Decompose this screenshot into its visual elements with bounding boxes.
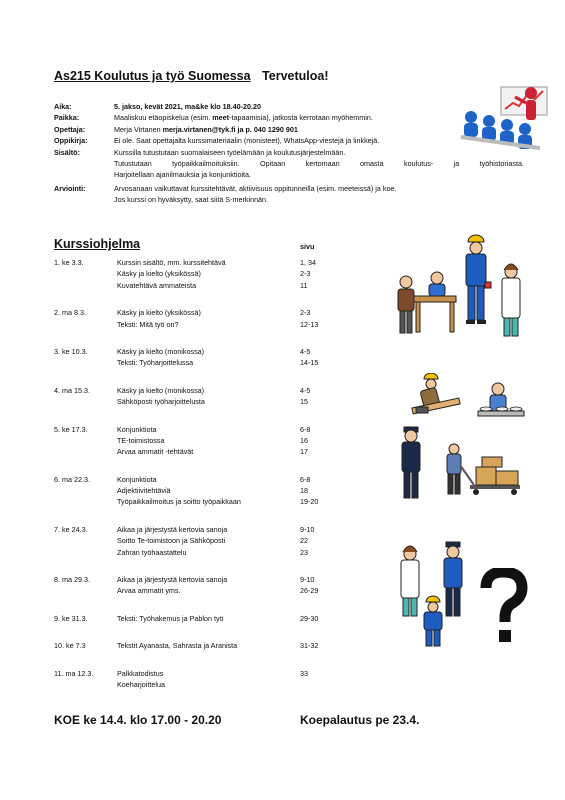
session-date: 2. ma 8.3. <box>54 308 86 318</box>
page-ref: 26-29 <box>300 586 319 596</box>
page-ref: 2-3 <box>300 308 311 318</box>
schedule-line <box>54 435 354 446</box>
info-label: Opettaja: <box>54 124 86 134</box>
schedule-line <box>54 668 354 679</box>
schedule-line <box>54 280 354 291</box>
info-label: Sisältö: <box>54 147 80 157</box>
session-topic: Sähköposti työharjoittelusta <box>117 397 205 407</box>
session-date: 6. ma 22.3. <box>54 474 90 484</box>
presentation-icon <box>459 83 553 153</box>
schedule-line <box>54 474 354 485</box>
info-label: Paikka: <box>54 113 80 123</box>
schedule-line <box>54 535 354 546</box>
schedule-line <box>54 547 354 558</box>
course-info <box>54 101 524 206</box>
page-ref: 33 <box>300 668 308 678</box>
schedule-line <box>54 496 354 507</box>
schedule-header <box>54 237 354 253</box>
office-workers-icon <box>394 234 534 340</box>
course-title: As215 Koulutus ja työ Suomessa <box>54 69 251 83</box>
page-ref: 12-13 <box>300 319 319 329</box>
session-topic: Konjunktiota <box>117 474 157 484</box>
session-date: 5. ke 17.3. <box>54 424 88 434</box>
page-ref: 15 <box>300 397 308 407</box>
schedule-line <box>54 385 354 396</box>
info-line: Arvosanaan vaikuttavat kurssitehtävät, aktiivisuus oppitunneilla (esim. meeteissä) ja koe. <box>114 183 397 193</box>
session-topic: Konjunktiota <box>117 424 157 434</box>
session-date: 1. ke 3.3. <box>54 258 84 267</box>
page-ref: 9-10 <box>300 575 315 585</box>
page-ref: 6-8 <box>300 424 311 434</box>
session-6 <box>54 474 354 508</box>
session-topic: Teksti: Mitä työ on? <box>117 319 179 329</box>
workers-icon <box>394 373 534 501</box>
session-5 <box>54 424 354 458</box>
page-ref: 4-5 <box>300 385 311 395</box>
schedule-line <box>54 396 354 407</box>
info-line: Jos kurssi on hyväksytty, saat siitä S-merkinnän. <box>114 195 269 205</box>
session-topic: Arvaa ammatit yms. <box>117 586 181 596</box>
session-topic: Aikaa ja järjestystä kertovia sanoja <box>117 524 228 534</box>
session-topic: Käsky ja kielto (yksikössä) <box>117 308 201 318</box>
session-date: 10. ke 7.3 <box>54 641 86 651</box>
text-bold: meet <box>212 113 230 123</box>
session-topic: Kurssin sisältö, mm. kurssitehtävä <box>117 258 226 267</box>
page-ref: 9-10 <box>300 524 315 534</box>
schedule-line <box>54 585 354 596</box>
teacher-name: Merja Virtanen <box>114 124 163 134</box>
schedule-line <box>54 268 354 279</box>
page-ref: 11 <box>300 280 308 290</box>
page-ref: 19-20 <box>300 497 319 507</box>
session-date: 11. ma 12.3. <box>54 668 94 678</box>
session-topic: TE-toimistossa <box>117 435 165 445</box>
session-topic: Zahran työhaastattelu <box>117 547 187 557</box>
page-ref: 1, 34 <box>300 258 316 267</box>
session-date: 4. ma 15.3. <box>54 385 90 395</box>
session-topic: Käsky ja kielto (monikossa) <box>117 346 205 356</box>
page-ref: 23 <box>300 547 308 557</box>
schedule-line <box>54 307 354 318</box>
session-date: 3. ke 10.3. <box>54 346 88 356</box>
session-4 <box>54 385 354 408</box>
session-topic: Teksti: Työhakemus ja Pablon työ <box>117 613 224 623</box>
schedule-line <box>54 485 354 496</box>
session-8 <box>54 574 354 597</box>
info-value: 5. jakso, kevät 2021, ma&ke klo 18.40-20.20 <box>114 102 262 111</box>
session-topic: Soitto Te-toimistoon ja Sähköposti <box>117 536 226 546</box>
session-date: 9. ke 31.3. <box>54 613 88 623</box>
schedule-line <box>54 679 354 690</box>
info-row-sisalto <box>54 147 524 181</box>
question-mark-icon <box>478 568 528 646</box>
info-row-aika <box>54 101 524 112</box>
schedule-line <box>54 640 354 651</box>
session-topic: Palkkatodistus <box>117 668 164 678</box>
info-line: Tutustutaan työpaikkailmoituksiin. Opitaan kertomaan omasta koulutus- ja työhistoriasta. <box>114 159 524 169</box>
exam-return-date: Koepalautus pe 23.4. <box>300 713 420 727</box>
page-ref: 18 <box>300 486 308 496</box>
welcome-text: Tervetuloa! <box>262 69 329 83</box>
session-topic: Koeharjoittelua <box>117 679 165 689</box>
schedule-line <box>54 257 354 268</box>
page-ref: 4-5 <box>300 346 311 356</box>
session-9 <box>54 613 354 624</box>
session-date: 7. ke 24.3. <box>54 524 88 534</box>
page-ref: 2-3 <box>300 269 311 279</box>
session-topic: Tekstit Ayanasta, Sahrasta ja Aranista <box>117 641 238 651</box>
session-11 <box>54 668 354 691</box>
info-label: Arviointi: <box>54 183 86 193</box>
session-date: 8. ma 29.3. <box>54 575 90 585</box>
info-row-opettaja <box>54 124 524 135</box>
schedule-line <box>54 446 354 457</box>
info-label: Oppikirja: <box>54 136 88 146</box>
session-topic: Käsky ja kielto (yksikössä) <box>117 269 201 279</box>
page-title <box>54 69 329 83</box>
page-ref: 6-8 <box>300 474 311 484</box>
schedule-line <box>54 524 354 535</box>
teacher-contact: merja.virtanen@tyk.fi ja p. 040 1290 901 <box>162 124 298 134</box>
page-ref: 17 <box>300 447 308 457</box>
schedule-line <box>54 357 354 368</box>
session-7 <box>54 524 354 558</box>
info-row-oppikirja <box>54 135 524 146</box>
session-2 <box>54 307 354 330</box>
page-column-header: sivu <box>300 242 315 251</box>
page-ref: 16 <box>300 435 308 445</box>
info-label: Aika: <box>54 102 72 111</box>
page-ref: 29-30 <box>300 613 319 623</box>
info-line: Kurssilla tutustutaan suomalaiseen työelämään ja koulutusjärjestelmään. <box>114 147 346 157</box>
schedule-line <box>54 574 354 585</box>
info-value <box>114 183 524 206</box>
schedule-line <box>54 613 354 624</box>
exam-date: KOE ke 14.4. klo 17.00 - 20.20 <box>54 713 222 727</box>
session-topic: Teksti: Työharjoittelussa <box>117 358 194 368</box>
page-ref: 14-15 <box>300 358 319 368</box>
schedule-line <box>54 319 354 330</box>
session-topic: Käsky ja kielto (monikossa) <box>117 385 205 395</box>
session-3 <box>54 346 354 369</box>
session-1 <box>54 257 354 291</box>
info-row-arviointi <box>54 183 524 206</box>
session-topic: Kuvatehtävä ammateista <box>117 280 197 290</box>
session-topic: Arvaa ammatit -tehtävät <box>117 447 194 457</box>
schedule-line <box>54 346 354 357</box>
schedule-line <box>54 424 354 435</box>
info-line: Harjoitellaan ajanilmauksia ja konjunktioita. <box>114 170 252 180</box>
session-topic: Aikaa ja järjestystä kertovia sanoja <box>117 575 228 585</box>
schedule-title: Kurssiohjelma <box>54 237 141 251</box>
page-ref: 22 <box>300 536 308 546</box>
page-ref: 31-32 <box>300 641 319 651</box>
info-value: Ei ole. Saat opettajalta kurssimateriaalin (monisteet), WhatsApp-viestejä ja linkkejä. <box>114 136 380 146</box>
session-topic: Adjektiivitehtäviä <box>117 486 171 496</box>
session-topic: Työpaikkailmoitus ja soitto työpaikkaan <box>117 497 241 507</box>
text: -tapaamisia), jatkosta kerrotaan myöhemmin. <box>229 113 373 123</box>
session-10 <box>54 640 354 651</box>
schedule <box>54 257 354 690</box>
text: Maaliskuu etäopiskelua (esim. <box>114 113 213 123</box>
info-row-paikka <box>54 112 524 123</box>
